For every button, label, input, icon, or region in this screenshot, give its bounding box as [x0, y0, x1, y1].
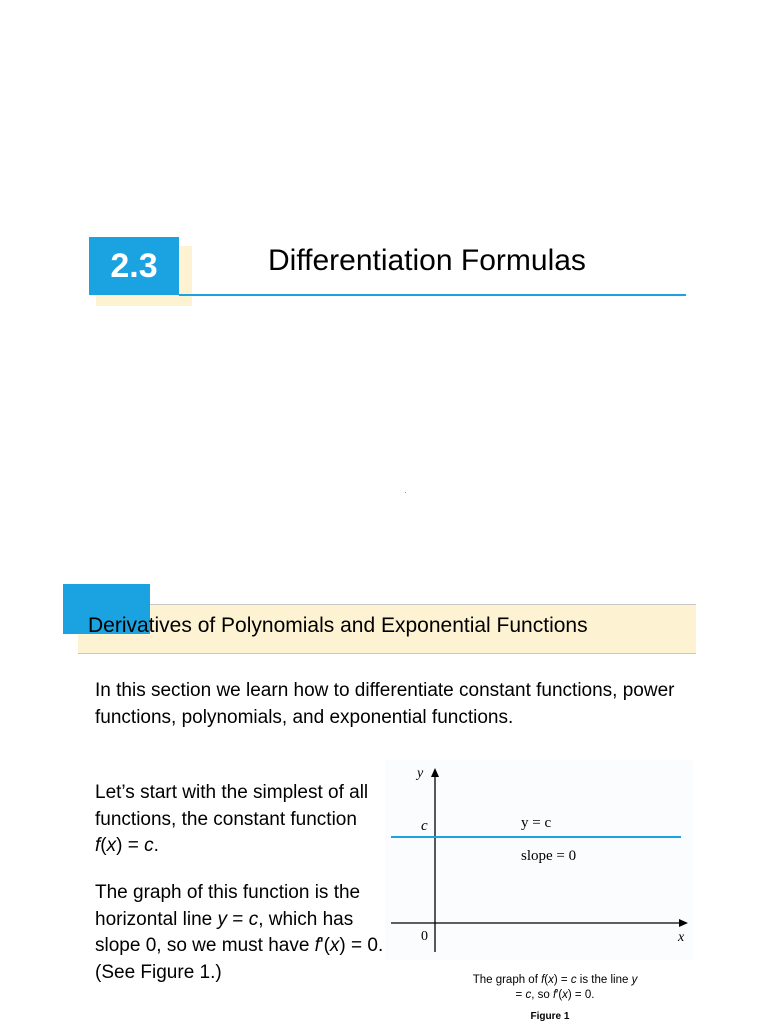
line-equation-label: y = c — [521, 815, 552, 831]
x-axis-label: x — [678, 930, 685, 945]
section-number: 2.3 — [110, 246, 158, 285]
horizontal-line-paragraph: The graph of this function is the horizontal line y = c, which has slope 0, so we must have f'(x) = 0. (See Figure 1.) — [95, 882, 384, 983]
x-axis-arrow — [679, 919, 688, 927]
constant-function-graph — [385, 760, 693, 960]
section-title-rule — [179, 294, 686, 296]
y-axis-arrow — [431, 768, 439, 777]
intro-paragraph: In this section we learn how to differentiate constant functions, power functions, polynomials, and exponential functions. — [95, 680, 675, 728]
section-title: Differentiation Formulas — [268, 244, 586, 277]
c-label: c — [421, 818, 428, 834]
figure-caption: The graph of f(x) = c is the line y = c, so f′(x) = 0. — [472, 974, 638, 1001]
subsection-title: Derivatives of Polynomials and Exponential Functions — [88, 614, 588, 637]
y-axis-label: y — [417, 766, 424, 781]
section-number-badge — [89, 237, 179, 295]
constant-function-paragraph: Let’s start with the simplest of all functions, the constant function f(x) = c. — [95, 782, 369, 856]
figure-1-graph — [385, 760, 693, 960]
origin-label: 0 — [421, 929, 428, 944]
stray-dot — [405, 492, 406, 493]
figure-label: Figure 1 — [530, 1011, 570, 1022]
slope-label: slope = 0 — [521, 848, 577, 864]
